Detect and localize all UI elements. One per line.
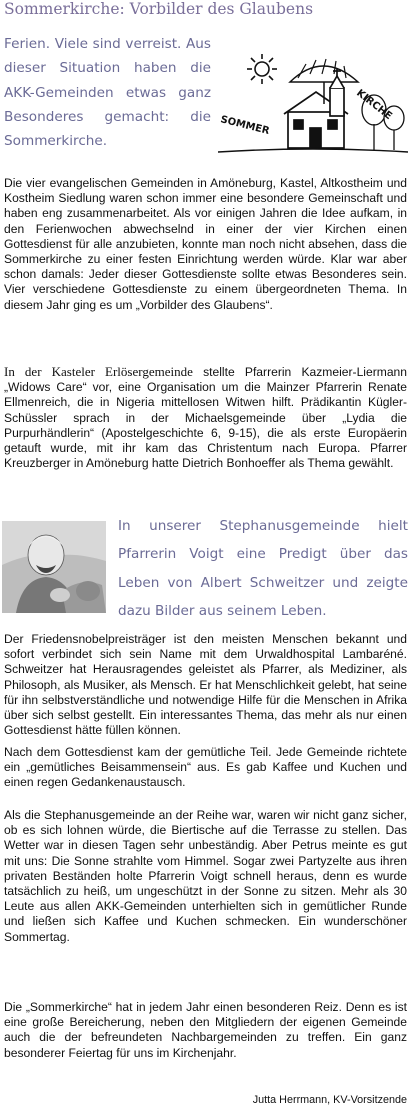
paragraph-2-lead: In der Kasteler Erlösergemeinde: [4, 364, 193, 379]
paragraph-1: Die vier evangelischen Gemeinden in Amöneburg, Kastel, Altkostheim und Kostheim Siedlung waren schon immer eine besondere Gemeinschaft und haben eng zusammenarbeitet. Als vor einigen Jahren die Idee aufkam, in den Ferienwochen abwechselnd in einer der vier Kirchen einen Gottesdienst für alle anzubieten, konnte man noch nicht absehen, dass die Sommerkirche zu einer festen Einrichtung werden würde. Klar war aber schon damals: Jeder dieser Gottesdienste sollte etwas Besonderes sein. Vier verschiedene Gottesdienste zu einem übergeordneten Thema. In diesem Jahr ging es um „Vorbilder des Glaubens“.: [4, 176, 407, 312]
paragraph-3: Der Friedensnobelpreisträger ist den meisten Menschen bekannt und sofort verbindet sich sein Name mit dem Urwaldhospital Lambaréné. Schweitzer hat Herausragendes geleistet als Pfarrer, als Mediziner, als Philosoph, als Musiker, als Mensch. Er hat Menschlichkeit gelebt, hat seine für ihn selbstverständliche und notwendige Hilfe für die Menschen in Afrika über sich selbst gestellt. Ein interessantes Thema, das mehr als nur einen Gottesdienst hätte füllen können.: [4, 632, 407, 738]
sun-icon: [247, 54, 277, 84]
article-title: Sommerkirche: Vorbilder des Glaubens: [4, 0, 314, 18]
logo-text-left: SOMMER: [219, 114, 271, 138]
sommerkirche-logo-icon: [218, 52, 408, 158]
paragraph-2: [4, 364, 407, 471]
albert-schweitzer-photo: [2, 521, 106, 613]
signature: Jutta Herrmann, KV-Vorsitzende: [252, 1094, 407, 1106]
paragraph-2-text: stellte Pfarrerin Kazmeier-Liermann „Widows Care“ vor, eine Organisation um die Mainzer Pfarrerin Renate Ellmenreich, die in Nigeria mittellosen Witwen hilft. Prädikantin Kügler-Schüssler sprach in der Michaelsgemeinde über „Lydia die Purpurhändlerin“ (Apostelgeschichte 6, 9-15), die als erste Europäerin getauft wurde, mit ihr kam das Christentum nach Europa. Pfarrer Kreuzberger in Amöneburg hatte Dietrich Bonhoeffer als Thema gewählt.: [4, 365, 407, 471]
paragraph-5: Als die Stephanusgemeinde an der Reihe war, waren wir nicht ganz sicher, ob es sich lohnen würde, die Biertische auf die Terrasse zu stellen. Das Wetter war in diesen Tagen sehr unbeständig. Aber Petrus meinte es gut mit uns: Die Sonne strahlte vom Himmel. Sogar zwei Partyzelte aus ihren privaten Beständen holte Pfarrerin Voigt schnell heraus, denn es wurde tatsächlich zu heiß, um ungeschützt in der Sonne zu sitzen. Mehr als 30 Leute aus allen AKK-Gemeinden unterhielten sich in gemütlicher Runde und ließen sich Kaffee und Kuchen schmecken. Ein wunderschöner Sommertag.: [4, 808, 407, 944]
lead-paragraph: Ferien. Viele sind verreist. Aus dieser Situation haben die AKK-Gemeinden etwas ganz Besonderes gemacht: die Sommerkirche.: [4, 36, 211, 150]
paragraph-4: Nach dem Gottesdienst kam der gemütliche Teil. Jede Gemeinde richtete ein „gemütliches Beisammensein“ aus. Es gab Kaffee und Kuchen und einen regen Gedankenaustausch.: [4, 745, 407, 790]
highlight-paragraph: In unserer Stephanusgemeinde hielt Pfarrerin Voigt eine Predigt über das Leben von Albert Schweitzer und zeigte dazu Bilder aus seinem Leben.: [118, 518, 408, 619]
paragraph-6: Die „Sommerkirche“ hat in jedem Jahr einen besonderen Reiz. Denn es ist eine große Bereicherung, neben den Mitgliedern der eigenen Gemeinde auch die der befreundeten Nachbargemeinden zu treffen. Ein ganz besonderer Feiertag für uns im Kirchenjahr.: [4, 1000, 407, 1060]
logo-text-right: KIRCHE: [354, 87, 394, 123]
